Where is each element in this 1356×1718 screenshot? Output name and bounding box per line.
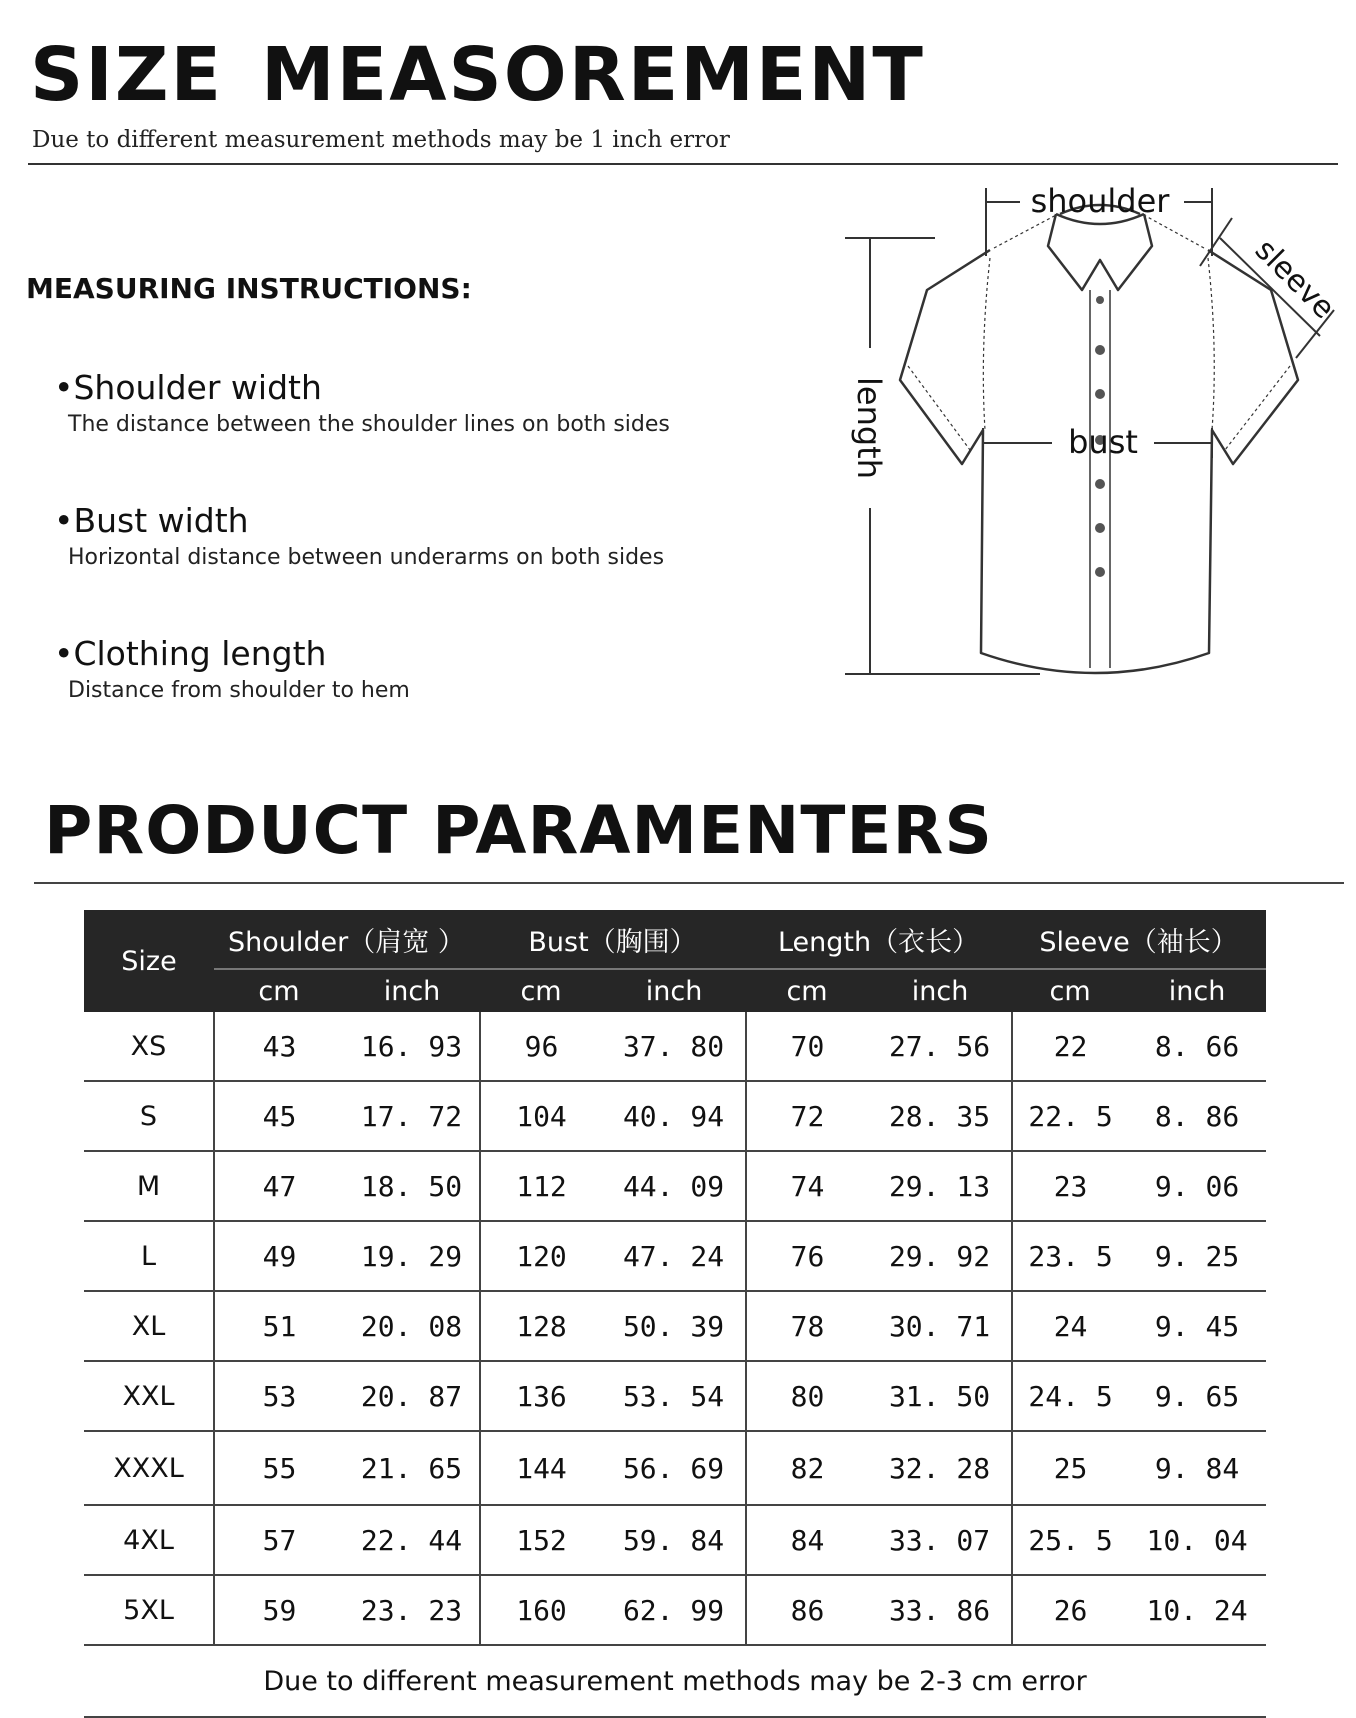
value-cell: 23. 23	[344, 1575, 480, 1645]
value-cell: 78	[746, 1291, 868, 1361]
table-row	[84, 1575, 1266, 1645]
value-cell: 76	[746, 1221, 868, 1291]
value-cell: 27. 56	[868, 1012, 1012, 1081]
measurement-error-note: Due to different measurement methods may be 1 inch error	[32, 127, 730, 153]
instruction-bust	[54, 503, 664, 570]
bust-label: bust	[1068, 423, 1138, 461]
value-cell: 8. 66	[1128, 1012, 1266, 1081]
header-length: Length（衣长）	[746, 910, 1012, 969]
size-cell: 4XL	[84, 1505, 214, 1575]
value-cell: 74	[746, 1151, 868, 1221]
size-cell: XXL	[84, 1361, 214, 1431]
product-parameters-title: PRODUCT PARAMENTERS	[44, 792, 993, 869]
value-cell: 22	[1012, 1012, 1128, 1081]
value-cell: 43	[214, 1012, 344, 1081]
divider	[28, 163, 1338, 165]
value-cell: 96	[480, 1012, 602, 1081]
value-cell: 22. 44	[344, 1505, 480, 1575]
value-cell: 21. 65	[344, 1431, 480, 1505]
value-cell: 59. 84	[602, 1505, 746, 1575]
shirt-diagram	[820, 178, 1350, 708]
instructions-heading: MEASURING INSTRUCTIONS:	[26, 272, 472, 305]
value-cell: 104	[480, 1081, 602, 1151]
instruction-shoulder	[54, 370, 670, 437]
value-cell: 84	[746, 1505, 868, 1575]
value-cell: 33. 86	[868, 1575, 1012, 1645]
value-cell: 128	[480, 1291, 602, 1361]
table-row	[84, 1505, 1266, 1575]
value-cell: 29. 92	[868, 1221, 1012, 1291]
value-cell: 45	[214, 1081, 344, 1151]
value-cell: 160	[480, 1575, 602, 1645]
value-cell: 19. 29	[344, 1221, 480, 1291]
value-cell: 144	[480, 1431, 602, 1505]
size-cell: L	[84, 1221, 214, 1291]
size-cell: 5XL	[84, 1575, 214, 1645]
table-row	[84, 1081, 1266, 1151]
value-cell: 51	[214, 1291, 344, 1361]
instruction-desc: The distance between the shoulder lines on both sides	[68, 412, 670, 438]
value-cell: 29. 13	[868, 1151, 1012, 1221]
value-cell: 25. 5	[1012, 1505, 1128, 1575]
value-cell: 120	[480, 1221, 602, 1291]
value-cell: 10. 04	[1128, 1505, 1266, 1575]
value-cell: 31. 50	[868, 1361, 1012, 1431]
value-cell: 17. 72	[344, 1081, 480, 1151]
value-cell: 53. 54	[602, 1361, 746, 1431]
header-unit: cm	[746, 969, 868, 1012]
value-cell: 152	[480, 1505, 602, 1575]
instruction-title: •Shoulder width	[54, 368, 322, 407]
value-cell: 80	[746, 1361, 868, 1431]
instruction-desc: Distance from shoulder to hem	[68, 678, 410, 704]
header-unit: inch	[868, 969, 1012, 1012]
instruction-title: •Bust width	[54, 501, 249, 540]
shirt-outline	[900, 250, 1298, 673]
value-cell: 26	[1012, 1575, 1128, 1645]
value-cell: 56. 69	[602, 1431, 746, 1505]
value-cell: 18. 50	[344, 1151, 480, 1221]
value-cell: 47. 24	[602, 1221, 746, 1291]
header-unit: cm	[1012, 969, 1128, 1012]
value-cell: 40. 94	[602, 1081, 746, 1151]
length-label: length	[850, 377, 888, 479]
value-cell: 24. 5	[1012, 1361, 1128, 1431]
value-cell: 44. 09	[602, 1151, 746, 1221]
value-cell: 59	[214, 1575, 344, 1645]
value-cell: 8. 86	[1128, 1081, 1266, 1151]
table-row	[84, 1361, 1266, 1431]
header-bust: Bust（胸围）	[480, 910, 746, 969]
value-cell: 33. 07	[868, 1505, 1012, 1575]
value-cell: 82	[746, 1431, 868, 1505]
table-row	[84, 1012, 1266, 1081]
header-unit: cm	[214, 969, 344, 1012]
value-cell: 9. 45	[1128, 1291, 1266, 1361]
size-cell: XS	[84, 1012, 214, 1081]
sleeve-label: sleeve	[1248, 232, 1342, 326]
value-cell: 55	[214, 1431, 344, 1505]
value-cell: 49	[214, 1221, 344, 1291]
header-sleeve: Sleeve（袖长）	[1012, 910, 1266, 969]
table-row	[84, 1221, 1266, 1291]
value-cell: 20. 87	[344, 1361, 480, 1431]
value-cell: 57	[214, 1505, 344, 1575]
instruction-length	[54, 636, 410, 703]
header-unit: inch	[1128, 969, 1266, 1012]
value-cell: 9. 06	[1128, 1151, 1266, 1221]
value-cell: 30. 71	[868, 1291, 1012, 1361]
size-cell: XXXL	[84, 1431, 214, 1505]
size-table	[84, 910, 1266, 1718]
title-word-size: SIZE	[30, 32, 224, 118]
value-cell: 9. 25	[1128, 1221, 1266, 1291]
size-cell: M	[84, 1151, 214, 1221]
value-cell: 32. 28	[868, 1431, 1012, 1505]
value-cell: 9. 84	[1128, 1431, 1266, 1505]
value-cell: 28. 35	[868, 1081, 1012, 1151]
table-error-note: Due to different measurement methods may be 2-3 cm error	[84, 1645, 1266, 1717]
header-shoulder: Shoulder（肩宽 ）	[214, 910, 480, 969]
collar	[1048, 214, 1152, 290]
size-measurement-title	[30, 32, 925, 118]
instruction-title: •Clothing length	[54, 634, 327, 673]
header-unit: inch	[602, 969, 746, 1012]
value-cell: 62. 99	[602, 1575, 746, 1645]
value-cell: 23	[1012, 1151, 1128, 1221]
value-cell: 47	[214, 1151, 344, 1221]
value-cell: 24	[1012, 1291, 1128, 1361]
value-cell: 10. 24	[1128, 1575, 1266, 1645]
value-cell: 136	[480, 1361, 602, 1431]
value-cell: 20. 08	[344, 1291, 480, 1361]
value-cell: 16. 93	[344, 1012, 480, 1081]
title-word-measurement: MEASOREMENT	[261, 32, 925, 118]
value-cell: 22. 5	[1012, 1081, 1128, 1151]
value-cell: 9. 65	[1128, 1361, 1266, 1431]
header-unit: inch	[344, 969, 480, 1012]
value-cell: 70	[746, 1012, 868, 1081]
value-cell: 25	[1012, 1431, 1128, 1505]
value-cell: 53	[214, 1361, 344, 1431]
header-unit: cm	[480, 969, 602, 1012]
divider	[34, 882, 1344, 884]
value-cell: 50. 39	[602, 1291, 746, 1361]
header-size: Size	[84, 910, 214, 1012]
value-cell: 86	[746, 1575, 868, 1645]
table-row	[84, 1291, 1266, 1361]
instruction-desc: Horizontal distance between underarms on both sides	[68, 545, 665, 571]
table-row	[84, 1431, 1266, 1505]
value-cell: 23. 5	[1012, 1221, 1128, 1291]
table-row	[84, 1151, 1266, 1221]
value-cell: 72	[746, 1081, 868, 1151]
size-cell: XL	[84, 1291, 214, 1361]
shoulder-label: shoulder	[1030, 182, 1170, 220]
size-cell: S	[84, 1081, 214, 1151]
value-cell: 37. 80	[602, 1012, 746, 1081]
value-cell: 112	[480, 1151, 602, 1221]
